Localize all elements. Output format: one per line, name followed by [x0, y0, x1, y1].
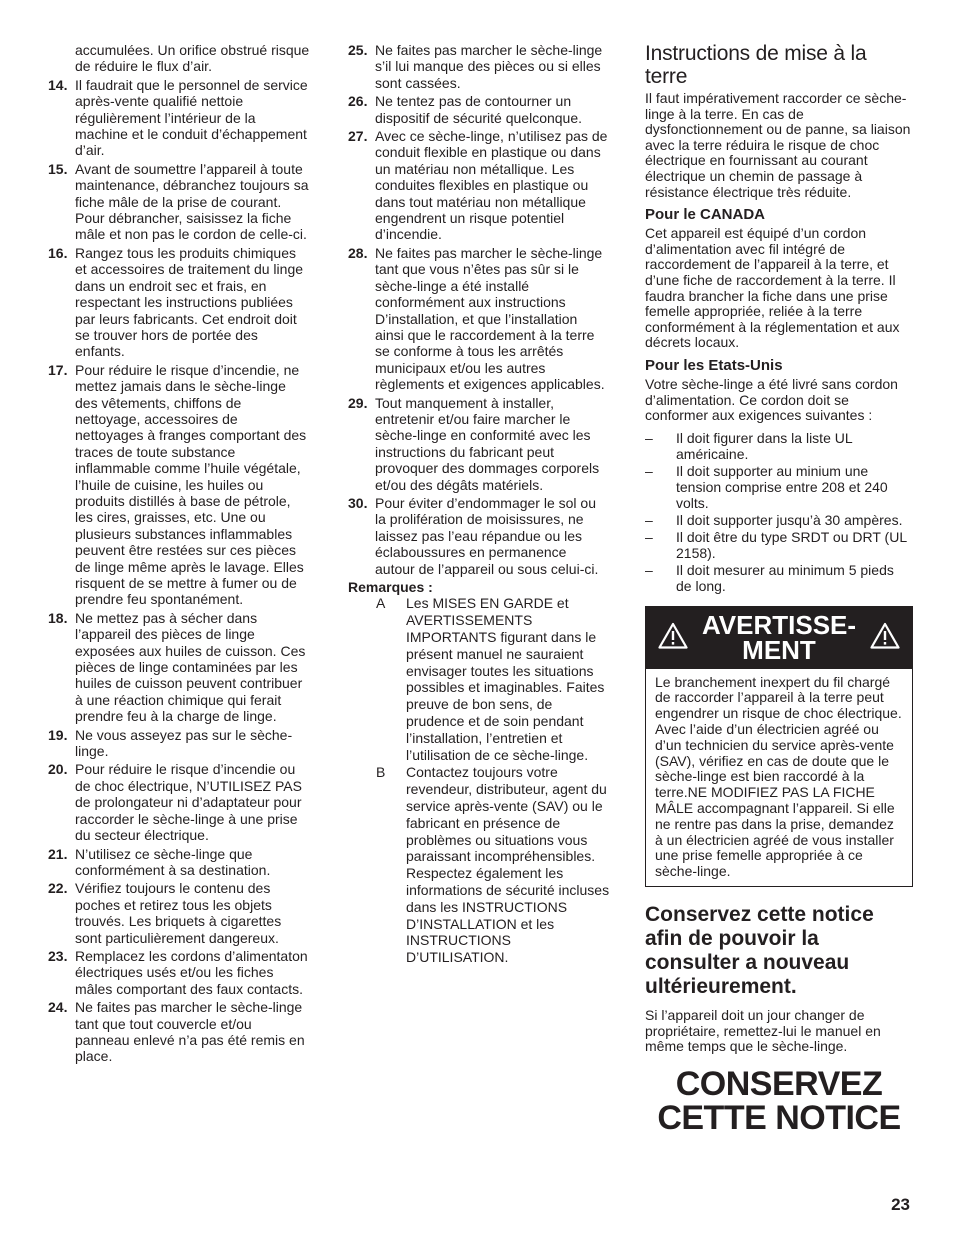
page-number: 23 — [891, 1195, 910, 1214]
list-item — [348, 42, 610, 91]
list-item — [48, 161, 310, 243]
remark-item — [348, 595, 610, 763]
dash-mark: – — [645, 462, 653, 479]
warning-triangle-icon — [658, 622, 688, 654]
us-text: Votre sèche-linge a été livré sans cordon d’alimentation. Ce cordon doit se conformer aux exigences suivantes : — [645, 375, 898, 424]
item-number: 30. — [348, 494, 368, 511]
list-item — [348, 128, 610, 243]
item-number: 22. — [48, 880, 68, 897]
item-number: 23. — [48, 947, 68, 964]
requirement-text: Il doit figurer dans la liste UL américaine. — [676, 429, 853, 462]
item-number: 28. — [348, 244, 368, 261]
item-number: 25. — [348, 42, 368, 58]
list-item — [348, 395, 610, 493]
list-item — [48, 77, 310, 159]
list-item — [48, 727, 310, 760]
list-item — [48, 999, 310, 1065]
keep-notice-banner — [645, 1064, 913, 1137]
remark-letter: B — [376, 764, 386, 781]
item-text: Tout manquement à installer, entretenir et/ou faire marcher le sèche-linge en conformité avec les instructions du fabricant peut provoquer des dommages corporels et/ou des dégâts matériels. — [375, 394, 600, 493]
item-text: Il faudrait que le personnel de service après-vente qualifié nettoie régulièrement l’intérieur de la machine et le conduit d’échappement d’air. — [75, 76, 308, 159]
warning-body: Le branchement inexpert du fil chargé de raccorder l’appareil à la terre peut engendrer un risque de choc électrique. Avec l’aide d’un électricien agréé ou d’un technicien du service après-vente (SAV), vérifiez en cas de doute que le sèche-linge est bien raccordé à la terre.NE MODIFIEZ PAS LA FICHE MÂLE accompagnant l’appareil. Si elle ne rentre pas dans la prise, demandez à un électricien agréé de vous installer une prise femelle appropriée à ce sèche-linge. — [655, 673, 902, 880]
item-text: Ne faites pas marcher le sèche-linge tant que vous n’êtes pas sûr si le sèche-linge a été installé conformément aux instructions D’installation, et que l’installation ainsi que le raccordement à la terre se conforme à tous les arrêtés municipaux et/ou les autres règlements et exigences applicables. — [375, 244, 605, 393]
requirement-item — [645, 512, 913, 528]
item-number: 20. — [48, 761, 68, 778]
item-text: Ne vous asseyez pas sur le sèche-linge. — [75, 726, 293, 760]
item-text: Avec ce sèche-linge, n’utilisez pas de conduit flexible en plastique ou dans un matériau non métallique. Les conduites flexibles en plastique ou dans tout matériau non métallique engendrent un risque potentiel d’incendie. — [375, 128, 608, 243]
keep-notice-heading: Conservez cette notice afin de pouvoir la consulter a nouveau ultérieurement. — [645, 903, 874, 999]
item-text: Pour réduire le risque d’incendie ou de choc électrique, N’UTILISEZ PAS de prolongateur ni d’adaptateur pour raccorder le sèche-linge à une prise du secteur électrique. — [75, 761, 302, 844]
column-middle — [348, 42, 610, 967]
item-text: Ne mettez pas à sécher dans l’appareil des pièces de linge exposées aux huiles de cuisson. Ces pièces de linge contaminées par les huiles de cuisson peuvent contribuer à une réaction chimique qui ferait prendre feu à la charge de linge. — [75, 609, 306, 725]
list-item — [48, 761, 310, 843]
keep-notice-line1: CONSERVEZ — [675, 1064, 883, 1103]
warning-title-line1: AVERTISSE- — [701, 609, 857, 640]
warning-title — [701, 609, 857, 665]
column-left — [48, 42, 310, 1067]
item-number: 19. — [48, 726, 68, 743]
list-item — [348, 495, 610, 577]
list-item — [48, 948, 310, 997]
warning-title-line2: MENT — [742, 634, 816, 665]
keep-notice-line2: CETTE NOTICE — [657, 1098, 901, 1137]
item-text: Avant de soumettre l’appareil à toute maintenance, débranchez toujours sa fiche mâle de la prise de courant. Pour débrancher, saisissez la fiche mâle et non pas le cordon de celle-ci. — [75, 160, 309, 243]
warning-box — [645, 606, 913, 887]
canada-heading: Pour le CANADA — [645, 206, 766, 224]
remark-text: Contactez toujours votre revendeur, distributeur, agent du service après-vente (SAV) ou le fabricant en présence de problèmes ou situations vous paraissant incompréhensibles. Respectez également les informations de sécurité incluses dans les INSTRUCTIONS D’INSTALLATION et les INSTRUCTIONS D’UTILISATION. — [406, 764, 610, 966]
item-text: N’utilisez ce sèche-linge que conformément à sa destination. — [75, 845, 271, 878]
dash-mark: – — [645, 528, 653, 545]
item-number: 18. — [48, 609, 68, 626]
item-text: Rangez tous les produits chimiques et accessoires de traitement du linge dans un endroit sec et frais, en respectant les instructions publiées par leurs fabricants. Cet endroit doit se trouver hors de portée des enfants. — [75, 244, 304, 360]
column-right — [645, 42, 913, 1135]
item-number: 26. — [348, 93, 368, 110]
item-number: 15. — [48, 160, 68, 177]
grounding-text: Il faut impérativement raccorder ce sèche-linge à la terre. En cas de dysfonctionnement ou de panne, sa liaison avec la terre réduira le risque de choc électrique en fournissant au courant électrique un chemin de passage à résistance électrique très réduite. — [645, 90, 911, 200]
item-text: Remplacez les cordons d’alimentaton électriques usés et/ou les fiches mâles comportant des faux contacts. — [75, 947, 308, 997]
list-item — [348, 245, 610, 393]
dash-mark: – — [645, 429, 653, 446]
requirement-item — [645, 562, 913, 594]
item-number: 14. — [48, 76, 68, 93]
list-item — [348, 93, 610, 126]
list-item — [48, 362, 310, 608]
us-heading: Pour les Etats-Unis — [645, 356, 783, 374]
canada-text: Cet appareil est équipé d’un cordon d’alimentation avec fil intégré de raccordement de l’appareil à la terre, et d’une fiche de raccordement à la terre. Il faudra brancher la fiche dans une prise femelle appropriée, reliée à la terre conformément à la réglementation et aux décrets locaux. — [645, 225, 900, 351]
item-number: 24. — [48, 999, 68, 1016]
list-item — [48, 846, 310, 879]
remark-item — [348, 764, 610, 966]
item-text: Vérifiez toujours le contenu des poches et retirez tous les objets trouvés. Les briquets à cigarettes sont particulièrement dangereux. — [75, 880, 282, 946]
requirement-item — [645, 529, 913, 561]
item-number: 17. — [48, 361, 68, 378]
list-item — [48, 610, 310, 725]
grounding-heading: Instructions de mise à la terre — [645, 42, 867, 88]
remark-text: Les MISES EN GARDE et AVERTISSEMENTS IMPORTANTS figurant dans le présent manuel ne sauraient envisager toutes les situations possibles et imaginables. Faites preuve de bon sens, de prudence et de soin pendant l’installation, l’entretien et l’utilisation de ce sèche-linge. — [406, 595, 605, 763]
item-text: Ne faites pas marcher le sèche-linge tant que tout couvercle et/ou panneau enlevé n’a pas été remis en place. — [75, 999, 305, 1065]
continued-text: accumulées. Un orifice obstrué risque de réduire le flux d’air. — [75, 42, 310, 75]
requirement-item — [645, 430, 913, 462]
remark-letter: A — [376, 595, 386, 612]
requirement-item — [645, 463, 913, 511]
requirement-text: Il doit supporter au minium une tension comprise entre 208 et 240 volts. — [676, 462, 888, 511]
item-number: 27. — [348, 128, 368, 145]
dash-mark: – — [645, 511, 653, 528]
dash-mark: – — [645, 561, 653, 578]
requirement-text: Il doit être du type SRDT ou DRT (UL 2158). — [676, 528, 907, 561]
item-text: Ne tentez pas de contourner un dispositif de sécurité quelconque. — [375, 93, 583, 126]
requirement-text: Il doit supporter jusqu’à 30 ampères. — [676, 511, 903, 528]
keep-notice-text: Si l’appareil doit un jour changer de propriétaire, remettez-lui le manuel en même temps que le sèche-linge. — [645, 1007, 881, 1055]
item-number: 29. — [348, 394, 368, 411]
item-number: 16. — [48, 244, 68, 261]
item-text: Ne faites pas marcher le sèche-linge s’il lui manque des pièces ou si elles sont cassées. — [375, 42, 603, 91]
list-item — [48, 245, 310, 360]
remarks-heading: Remarques : — [348, 579, 433, 595]
list-item — [48, 880, 310, 946]
requirement-text: Il doit mesurer au minimum 5 pieds de long. — [676, 561, 894, 594]
item-text: Pour réduire le risque d’incendie, ne mettez jamais dans le sèche-linge des vêtements, chiffons de nettoyage, accessoires de nettoyages à franges comportant des traces de toute substance inflammable comme l’huile végétale, l’huile de cuisine, les huiles ou produits distillés à base de pétrole, les cires, graisses, etc. Une ou plusieurs substances inflammables peuvent être restées sur ces pièces de linge même après le lavage. Elles risquent de se mettre à fumer ou de prendre feu spontanément. — [75, 361, 307, 608]
item-text: Pour éviter d’endommager le sol ou la prolifération de moisissures, ne laissez pas l’eau répandue ou les éclaboussures en permanence autour de l’appareil ou sous celui-ci. — [375, 494, 599, 577]
item-number: 21. — [48, 845, 68, 862]
warning-header — [646, 607, 912, 669]
warning-triangle-icon — [870, 622, 900, 654]
